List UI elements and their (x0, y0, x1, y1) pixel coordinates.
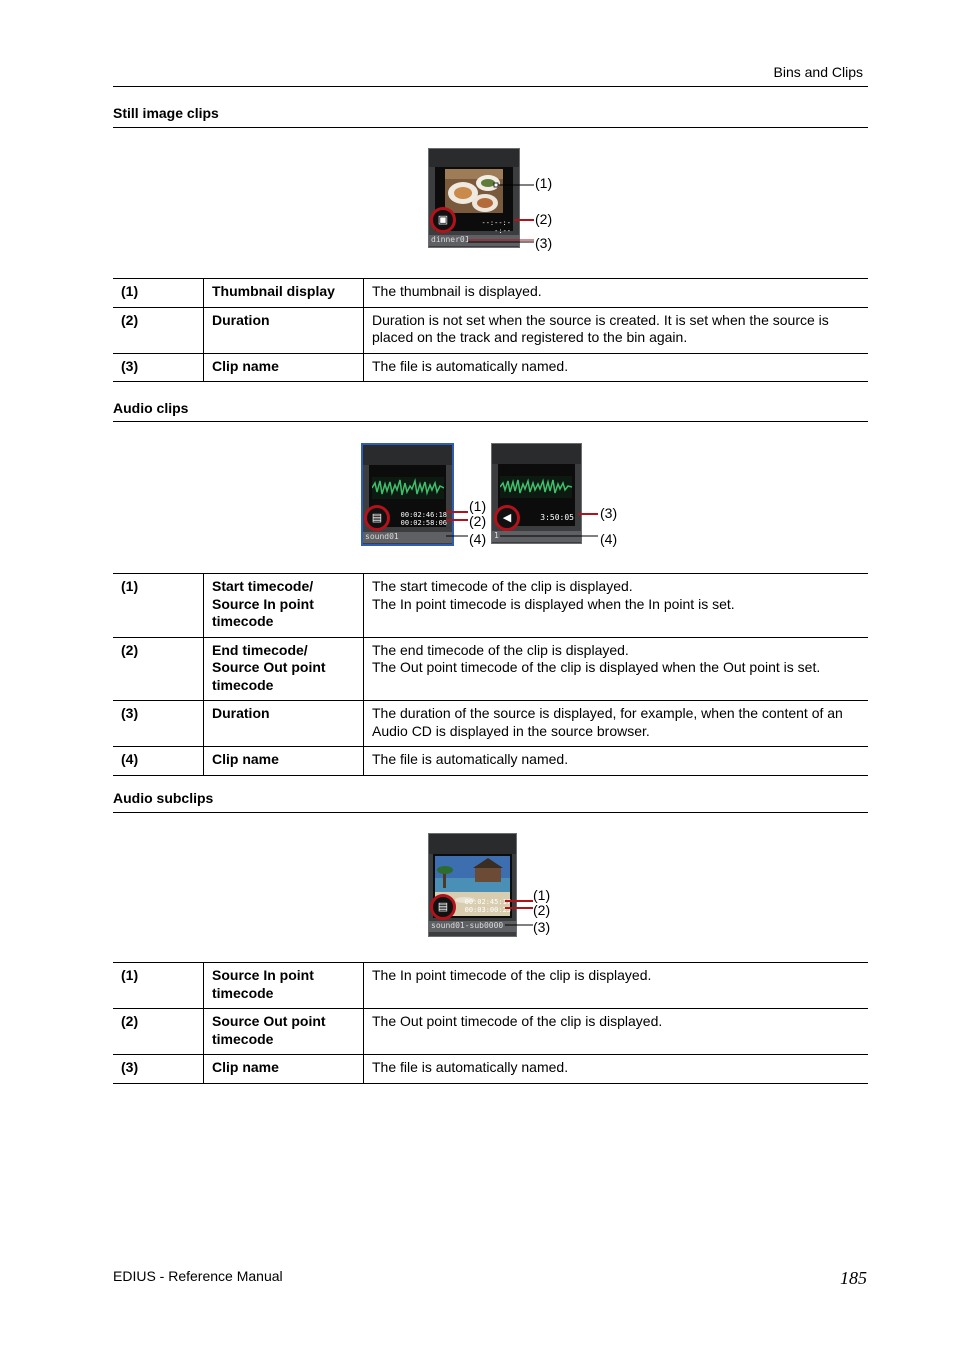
row-item: Source In point timecode (204, 963, 364, 1009)
row-number: (3) (113, 701, 204, 747)
still-callout-lines (468, 176, 538, 248)
speaker-icon: ◀ (494, 505, 520, 531)
page-number: 185 (840, 1268, 867, 1288)
table-row (113, 1009, 868, 1055)
still-clip-name: dinner01 (429, 235, 519, 246)
row-item: Clip name (204, 747, 364, 776)
table-row (113, 353, 868, 382)
row-number: (4) (113, 747, 204, 776)
section-rule-still (113, 127, 868, 128)
still-callout-2: (2) (535, 211, 553, 227)
subclip-name: sound01-sub0000 (429, 921, 516, 932)
row-description: The In point timecode of the clip is displayed. (364, 963, 869, 1009)
row-number: (1) (113, 279, 204, 308)
audio-callout-4-left: (4) (469, 531, 487, 547)
audio-tc-in: 00:02:46:18 (400, 511, 447, 519)
subclip-callout-1: (1) (533, 887, 551, 903)
subclip-tc-out: 00:03:00:25 (464, 906, 511, 914)
row-number: (3) (113, 1055, 204, 1084)
audio-callout-1: (1) (469, 498, 487, 514)
row-description: The Out point timecode of the clip is displayed. (364, 1009, 869, 1055)
row-number: (1) (113, 963, 204, 1009)
row-number: (1) (113, 574, 204, 638)
row-number: (2) (113, 637, 204, 701)
audio-callout-2: (2) (469, 513, 487, 529)
subclip-callout-2: (2) (533, 902, 551, 918)
audio-duration: 3:50:05 (540, 513, 574, 522)
table-row (113, 963, 868, 1009)
table-row (113, 574, 868, 638)
row-description: The start timecode of the clip is displayed. The In point timecode is displayed when the In point is set. (364, 574, 869, 638)
footer-manual-title: EDIUS - Reference Manual (113, 1268, 283, 1284)
row-item: Duration (204, 701, 364, 747)
row-item: Duration (204, 307, 364, 353)
table-row (113, 1055, 868, 1084)
table-row (113, 637, 868, 701)
subclip-tc-in: 00:02:45:17 (464, 898, 511, 906)
audio-tc-out: 00:02:58:06 (400, 519, 447, 527)
audio-spec-table (113, 573, 868, 776)
waveform-right (500, 476, 572, 498)
subclip-thumbnail[interactable] (428, 833, 517, 937)
subclip-spec-table (113, 962, 868, 1084)
section-rule-audio (113, 421, 868, 422)
row-description: The file is automatically named. (364, 353, 869, 382)
waveform-left (372, 477, 444, 499)
row-item: Clip name (204, 1055, 364, 1084)
row-number: (2) (113, 1009, 204, 1055)
row-description: The duration of the source is displayed, for example, when the content of an Audio CD is displayed in the source browser. (364, 701, 869, 747)
row-description: The file is automatically named. (364, 747, 869, 776)
row-description: The end timecode of the clip is displayed. The Out point timecode of the clip is displayed when the Out point is set. (364, 637, 869, 701)
row-description: The file is automatically named. (364, 1055, 869, 1084)
row-number: (2) (113, 307, 204, 353)
audio-clip-left-name: sound01 (363, 532, 452, 543)
row-item: Start timecode/ Source In point timecode (204, 574, 364, 638)
row-description: The thumbnail is displayed. (364, 279, 869, 308)
still-callout-1: (1) (535, 175, 553, 191)
camera-icon: ▣ (430, 207, 456, 233)
section-title-subclips: Audio subclips (113, 790, 214, 806)
still-callout-3: (3) (535, 235, 553, 251)
table-row (113, 279, 868, 308)
subclip-callout-3: (3) (533, 919, 551, 935)
audio-callout-4-right: (4) (600, 531, 618, 547)
table-row (113, 747, 868, 776)
running-header: Bins and Clips (773, 64, 863, 80)
header-rule (113, 86, 868, 87)
section-title-still: Still image clips (113, 105, 219, 121)
audio-callout-3: (3) (600, 505, 618, 521)
still-duration: --:--:--:-- (481, 219, 511, 235)
row-description: Duration is not set when the source is created. It is set when the source is placed on the track and registered to the bin again. (364, 307, 869, 353)
row-item: Clip name (204, 353, 364, 382)
row-item: End timecode/ Source Out point timecode (204, 637, 364, 701)
table-row (113, 307, 868, 353)
row-item: Source Out point timecode (204, 1009, 364, 1055)
section-title-audio: Audio clips (113, 400, 189, 416)
section-rule-subclips (113, 812, 868, 813)
audio-clip-right-name: 1 (492, 531, 581, 542)
still-spec-table (113, 278, 868, 382)
film-icon: ▤ (430, 894, 456, 920)
table-row (113, 701, 868, 747)
film-icon: ▤ (364, 505, 390, 531)
row-item: Thumbnail display (204, 279, 364, 308)
row-number: (3) (113, 353, 204, 382)
